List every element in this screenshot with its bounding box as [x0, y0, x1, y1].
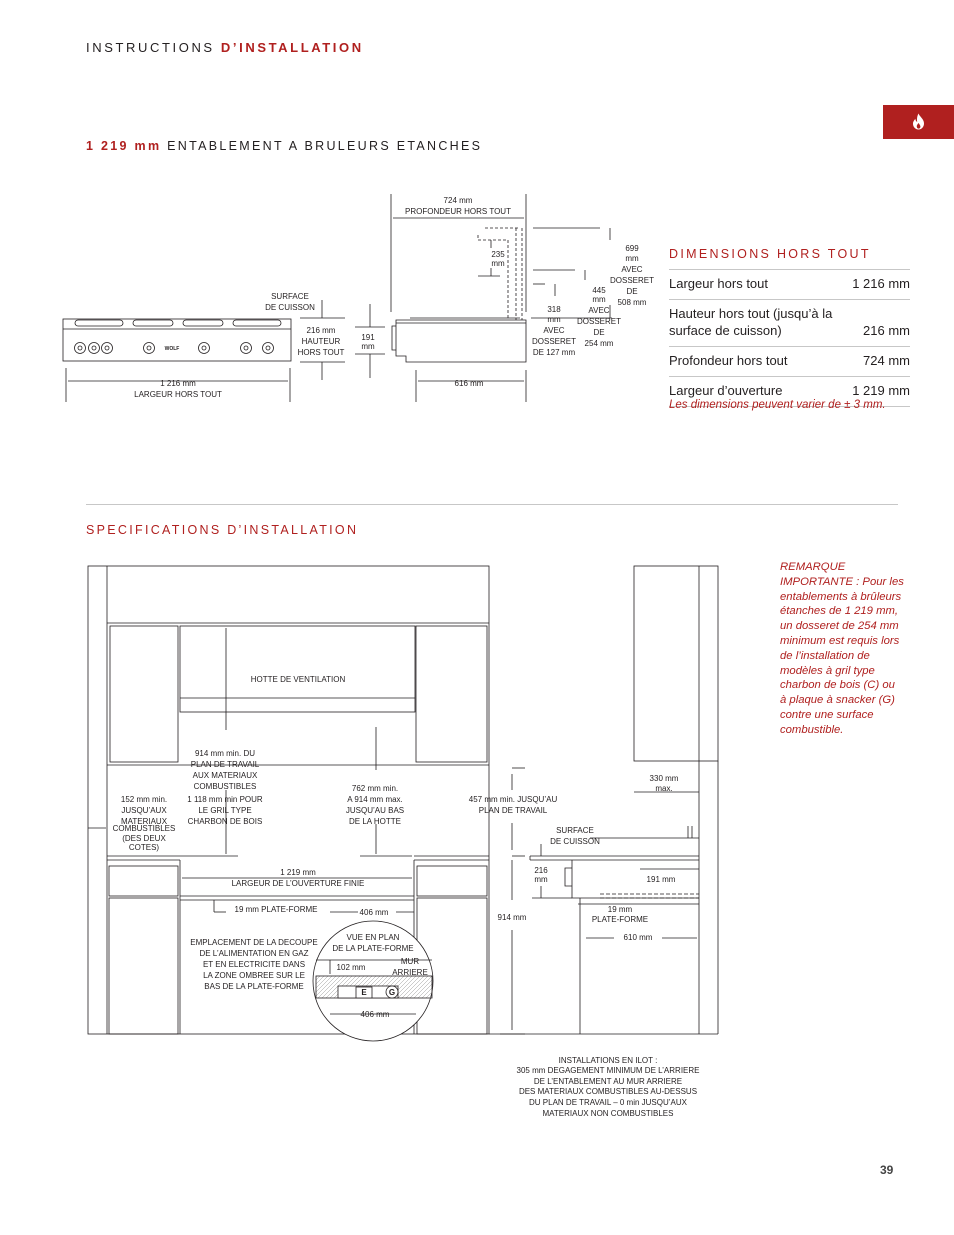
svg-text:616 mm: 616 mm	[454, 379, 484, 388]
table-row: Largeur d’ouverture 1 219 mm	[669, 377, 910, 407]
cooktop-front	[63, 319, 291, 361]
svg-text:330 mm: 330 mm	[649, 774, 679, 783]
svg-text:mm: mm	[547, 315, 561, 324]
svg-text:SURFACE: SURFACE	[271, 292, 309, 301]
svg-text:DE L’ENTABLEMENT AU MUR ARRIER: DE L’ENTABLEMENT AU MUR ARRIERE	[533, 1077, 683, 1086]
svg-text:PLAN DE TRAVAIL: PLAN DE TRAVAIL	[478, 806, 548, 815]
svg-text:318: 318	[547, 305, 561, 314]
svg-text:PROFONDEUR HORS TOUT: PROFONDEUR HORS TOUT	[405, 207, 511, 216]
tolerance-note: Les dimensions peuvent varier de ± 3 mm.	[669, 399, 886, 411]
section-title-specs: SPECIFICATIONS D’INSTALLATION	[86, 523, 359, 537]
svg-text:ET EN ELECTRICITE DANS: ET EN ELECTRICITE DANS	[202, 960, 306, 969]
svg-text:G: G	[388, 988, 396, 997]
svg-text:VUE EN PLAN: VUE EN PLAN	[346, 933, 400, 942]
svg-text:DU PLAN DE TRAVAIL – 0 min JUS: DU PLAN DE TRAVAIL – 0 min JUSQU’AUX	[529, 1098, 687, 1107]
svg-text:LE GRIL TYPE: LE GRIL TYPE	[198, 806, 252, 815]
svg-text:PLAN DE TRAVAIL: PLAN DE TRAVAIL	[190, 760, 260, 769]
table-row: Hauteur hors tout (jusqu’à la surface de cuisson) 216 mm	[669, 300, 910, 347]
svg-text:19 mm PLATE-FORME: 19 mm PLATE-FORME	[234, 905, 318, 914]
svg-text:191 mm: 191 mm	[646, 875, 676, 884]
svg-text:305 mm DEGAGEMENT MINIMUM DE L: 305 mm DEGAGEMENT MINIMUM DE L’ARRIERE	[516, 1066, 700, 1075]
svg-text:DE LA PLATE-FORME: DE LA PLATE-FORME	[332, 944, 414, 953]
svg-text:914 mm: 914 mm	[497, 913, 527, 922]
upper-cabinet-left	[110, 626, 178, 762]
svg-text:DE CUISSON: DE CUISSON	[550, 837, 600, 846]
svg-text:mm: mm	[491, 259, 505, 268]
table-row: Largeur hors tout 1 216 mm	[669, 270, 910, 300]
svg-text:1 219 mm: 1 219 mm	[280, 868, 316, 877]
svg-text:mm: mm	[592, 295, 606, 304]
side-cooktop	[572, 860, 699, 898]
svg-text:216: 216	[534, 866, 548, 875]
svg-text:max.: max.	[655, 784, 673, 793]
svg-text:DE CUISSON: DE CUISSON	[265, 303, 315, 312]
svg-text:LARGEUR HORS TOUT: LARGEUR HORS TOUT	[134, 390, 222, 399]
svg-text:DE 127 mm: DE 127 mm	[532, 348, 576, 357]
svg-text:SURFACE: SURFACE	[556, 826, 594, 835]
svg-text:mm: mm	[534, 875, 548, 884]
dimensions-table	[669, 269, 910, 407]
cooktop-side-profile	[396, 320, 526, 362]
svg-text:1 216 mm: 1 216 mm	[160, 379, 196, 388]
svg-text:191: 191	[361, 333, 375, 342]
svg-text:406 mm: 406 mm	[359, 908, 389, 917]
dimensions-title: DIMENSIONS HORS TOUT	[669, 247, 871, 261]
svg-text:DOSSERET: DOSSERET	[609, 276, 655, 285]
svg-text:MATERIAUX: MATERIAUX	[120, 817, 168, 826]
svg-text:JUSQU’AU BAS: JUSQU’AU BAS	[345, 806, 405, 815]
svg-text:699: 699	[625, 244, 639, 253]
svg-text:DE L’ALIMENTATION EN GAZ: DE L’ALIMENTATION EN GAZ	[199, 949, 309, 958]
svg-text:762 mm min.: 762 mm min.	[351, 784, 399, 793]
svg-text:mm: mm	[625, 254, 639, 263]
svg-text:MATERIAUX NON COMBUSTIBLES: MATERIAUX NON COMBUSTIBLES	[542, 1109, 674, 1118]
svg-text:A 914 mm max.: A 914 mm max.	[347, 795, 403, 804]
brand-logo: WOLF	[164, 346, 180, 352]
svg-text:BAS DE LA PLATE-FORME: BAS DE LA PLATE-FORME	[204, 982, 304, 991]
svg-text:AVEC: AVEC	[543, 326, 565, 335]
svg-text:DE: DE	[593, 328, 605, 337]
svg-text:610 mm: 610 mm	[623, 933, 653, 942]
svg-text:(DES DEUX: (DES DEUX	[122, 834, 166, 843]
svg-text:LARGEUR DE L’OUVERTURE FINIE: LARGEUR DE L’OUVERTURE FINIE	[231, 879, 365, 888]
svg-text:152 mm min.: 152 mm min.	[120, 795, 168, 804]
svg-text:JUSQU’AUX: JUSQU’AUX	[121, 806, 167, 815]
svg-text:MUR: MUR	[400, 957, 420, 966]
svg-text:DE: DE	[626, 287, 638, 296]
svg-text:E: E	[361, 988, 367, 997]
svg-text:DOSSERET: DOSSERET	[576, 317, 622, 326]
section-title-cooktop: 1 219 mm ENTABLEMENT A BRULEURS ETANCHES	[86, 139, 483, 153]
svg-text:914 mm min. DU: 914 mm min. DU	[194, 749, 256, 758]
svg-text:235: 235	[491, 250, 505, 259]
svg-text:1 118 mm min POUR: 1 118 mm min POUR	[187, 795, 263, 804]
upper-cabinet-right	[416, 626, 487, 762]
svg-text:724 mm: 724 mm	[443, 196, 473, 205]
svg-text:254 mm: 254 mm	[584, 339, 614, 348]
svg-text:COTES): COTES)	[128, 843, 160, 852]
divider	[86, 504, 898, 505]
svg-text:CHARBON DE BOIS: CHARBON DE BOIS	[187, 817, 263, 826]
svg-text:HAUTEUR: HAUTEUR	[301, 337, 341, 346]
svg-text:508 mm: 508 mm	[617, 298, 647, 307]
svg-text:mm: mm	[361, 342, 375, 351]
svg-text:PLATE-FORME: PLATE-FORME	[591, 915, 649, 924]
svg-text:19 mm: 19 mm	[607, 905, 633, 914]
svg-text:102 mm: 102 mm	[336, 963, 366, 972]
svg-text:HOTTE DE VENTILATION: HOTTE DE VENTILATION	[250, 675, 346, 684]
svg-text:AVEC: AVEC	[588, 306, 610, 315]
svg-text:AUX MATERIAUX: AUX MATERIAUX	[192, 771, 258, 780]
important-note: REMARQUE IMPORTANTE : Pour les entablements à brûleurs étanches de 1 219 mm, un dosseret de 254 mm minimum est requis lors de l’installation de modèles à gril type charbon de bois (C) ou à plaque à snacker (G) contre une surface combustible.	[780, 561, 904, 736]
svg-text:AVEC: AVEC	[621, 265, 643, 274]
svg-text:INSTALLATIONS EN ILOT :: INSTALLATIONS EN ILOT :	[558, 1056, 658, 1065]
svg-text:DES MATERIAUX COMBUSTIBLES AU: DES MATERIAUX COMBUSTIBLES AU-DESSUS	[518, 1087, 698, 1096]
installation-diagram	[0, 540, 954, 1130]
svg-text:ARRIERE: ARRIERE	[392, 968, 428, 977]
page-header: INSTRUCTIONS D’INSTALLATION	[86, 40, 364, 55]
svg-text:EMPLACEMENT DE LA DECOUPE: EMPLACEMENT DE LA DECOUPE	[190, 938, 318, 947]
svg-text:406 mm: 406 mm	[360, 1010, 390, 1019]
page-number: 39	[880, 1163, 894, 1177]
side-upper-cabinet	[634, 566, 718, 761]
svg-text:457 mm min. JUSQU’AU: 457 mm min. JUSQU’AU	[468, 795, 558, 804]
svg-text:HORS TOUT: HORS TOUT	[297, 348, 345, 357]
svg-text:DOSSERET: DOSSERET	[531, 337, 577, 346]
svg-text:216 mm: 216 mm	[306, 326, 336, 335]
svg-text:445: 445	[592, 286, 606, 295]
svg-text:LA ZONE OMBREE SUR LE: LA ZONE OMBREE SUR LE	[203, 971, 305, 980]
ventilation-hood	[180, 626, 415, 712]
svg-text:COMBUSTIBLES: COMBUSTIBLES	[112, 824, 176, 833]
svg-text:COMBUSTIBLES: COMBUSTIBLES	[193, 782, 257, 791]
svg-text:DE LA HOTTE: DE LA HOTTE	[348, 817, 402, 826]
table-row: Profondeur hors tout 724 mm	[669, 347, 910, 377]
lower-cabinet-left	[109, 898, 178, 1034]
